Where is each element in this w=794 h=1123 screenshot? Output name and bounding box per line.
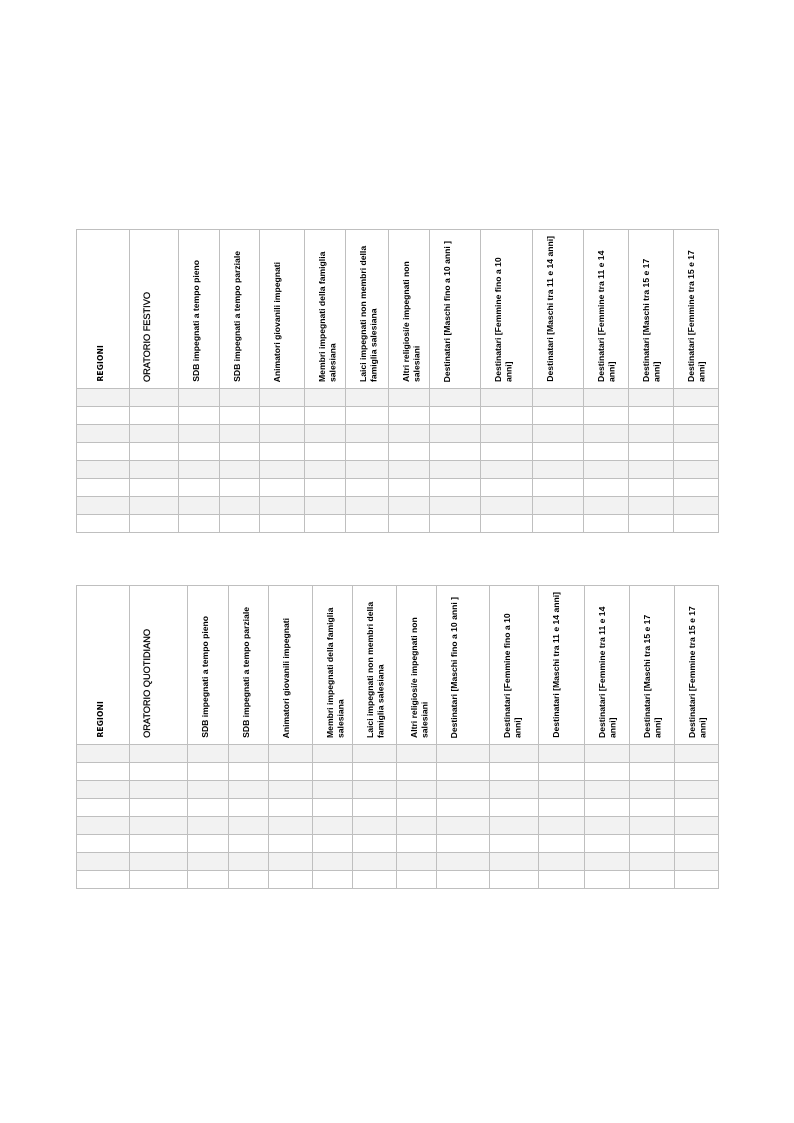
table-cell[interactable]	[585, 745, 630, 763]
column-header: Membri impegnati della famiglia salesiana	[313, 586, 353, 745]
table-row	[77, 763, 719, 781]
table-cell[interactable]	[188, 871, 229, 889]
table-cell[interactable]	[346, 389, 389, 407]
table-cell[interactable]	[313, 781, 353, 799]
table-cell[interactable]	[675, 799, 719, 817]
table-cell[interactable]	[269, 835, 313, 853]
table-cell[interactable]	[353, 817, 397, 835]
oratorio-quotidiano-table	[76, 585, 719, 889]
table-row	[77, 817, 719, 835]
table-cell[interactable]	[260, 515, 305, 533]
table-cell[interactable]	[490, 763, 539, 781]
table-cell[interactable]	[397, 799, 437, 817]
table-cell[interactable]	[430, 479, 481, 497]
table-cell[interactable]	[77, 817, 130, 835]
table-cell[interactable]	[533, 389, 584, 407]
table-cell[interactable]	[430, 443, 481, 461]
table-cell[interactable]	[533, 479, 584, 497]
table-cell[interactable]	[353, 871, 397, 889]
table-cell[interactable]	[77, 871, 130, 889]
table-cell[interactable]	[490, 817, 539, 835]
table-cell[interactable]	[269, 763, 313, 781]
table-cell[interactable]	[77, 461, 130, 479]
table-cell[interactable]	[481, 479, 533, 497]
table-row	[77, 853, 719, 871]
table-cell[interactable]	[179, 425, 220, 443]
table-cell[interactable]	[130, 461, 179, 479]
table-cell[interactable]	[130, 425, 179, 443]
table-cell[interactable]	[630, 763, 675, 781]
table-row	[77, 799, 719, 817]
table-cell[interactable]	[674, 461, 719, 479]
table-cell[interactable]	[353, 799, 397, 817]
table-cell[interactable]	[533, 497, 584, 515]
table-cell[interactable]	[130, 817, 188, 835]
table-cell[interactable]	[220, 443, 260, 461]
column-header: SDB impegnati a tempo parziale	[220, 230, 260, 389]
table-cell[interactable]	[179, 515, 220, 533]
table-cell[interactable]	[674, 497, 719, 515]
table-cell[interactable]	[229, 763, 269, 781]
table-row	[77, 871, 719, 889]
table-cell[interactable]	[188, 763, 229, 781]
table-cell[interactable]	[130, 871, 188, 889]
table-cell[interactable]	[229, 781, 269, 799]
table-cell[interactable]	[346, 515, 389, 533]
table-cell[interactable]	[674, 425, 719, 443]
column-header-regioni: REGIONI	[77, 230, 130, 389]
table-header-row	[77, 586, 719, 745]
table-cell[interactable]	[630, 817, 675, 835]
column-header: Membri impegnati della famiglia salesiana	[305, 230, 346, 389]
table-cell[interactable]	[260, 461, 305, 479]
table-cell[interactable]	[260, 443, 305, 461]
table-cell[interactable]	[313, 817, 353, 835]
table-cell[interactable]	[389, 479, 430, 497]
table-cell[interactable]	[353, 763, 397, 781]
table-cell[interactable]	[179, 497, 220, 515]
column-header-regioni: REGIONI	[77, 586, 130, 745]
table-cell[interactable]	[437, 799, 490, 817]
table-cell[interactable]	[313, 871, 353, 889]
table-cell[interactable]	[389, 461, 430, 479]
table-cell[interactable]	[346, 497, 389, 515]
table-cell[interactable]	[179, 407, 220, 425]
table-cell[interactable]	[389, 443, 430, 461]
table-cell[interactable]	[130, 443, 179, 461]
table-cell[interactable]	[77, 389, 130, 407]
table-cell[interactable]	[490, 871, 539, 889]
column-header: Altri religiosi/e impegnati non salesiani	[397, 586, 437, 745]
table-cell[interactable]	[269, 781, 313, 799]
table-cell[interactable]	[430, 515, 481, 533]
table-cell[interactable]	[674, 389, 719, 407]
table-cell[interactable]	[188, 853, 229, 871]
table-cell[interactable]	[229, 799, 269, 817]
table-row	[77, 425, 719, 443]
table-cell[interactable]	[539, 799, 585, 817]
table-cell[interactable]	[490, 853, 539, 871]
table-cell[interactable]	[353, 781, 397, 799]
table-cell[interactable]	[305, 425, 346, 443]
table-cell[interactable]	[430, 407, 481, 425]
column-header: Destinatari [Femmine fino a 10 anni]	[490, 586, 539, 745]
table-cell[interactable]	[629, 497, 674, 515]
table-cell[interactable]	[220, 461, 260, 479]
table-cell[interactable]	[130, 853, 188, 871]
table-cell[interactable]	[437, 853, 490, 871]
table-cell[interactable]	[179, 443, 220, 461]
table-cell[interactable]	[260, 389, 305, 407]
table-row	[77, 389, 719, 407]
table-cell[interactable]	[229, 871, 269, 889]
table-cell[interactable]	[437, 763, 490, 781]
column-header: Destinatari [Femmine tra 11 e 14 anni]	[584, 230, 629, 389]
table-cell[interactable]	[220, 497, 260, 515]
table-cell[interactable]	[481, 407, 533, 425]
table-cell[interactable]	[130, 799, 188, 817]
table-cell[interactable]	[430, 461, 481, 479]
table-cell[interactable]	[629, 443, 674, 461]
column-header-oratorio: ORATORIO QUOTIDIANO	[130, 586, 188, 745]
column-header: Destinatari [Femmine tra 15 e 17 anni]	[674, 230, 719, 389]
table-cell[interactable]	[130, 407, 179, 425]
table-cell[interactable]	[77, 853, 130, 871]
table-cell[interactable]	[353, 835, 397, 853]
table-cell[interactable]	[675, 817, 719, 835]
table-cell[interactable]	[77, 781, 130, 799]
table-cell[interactable]	[630, 799, 675, 817]
table-cell[interactable]	[77, 479, 130, 497]
table-cell[interactable]	[130, 835, 188, 853]
table-cell[interactable]	[490, 781, 539, 799]
table-cell[interactable]	[77, 407, 130, 425]
table-cell[interactable]	[346, 479, 389, 497]
table-cell[interactable]	[77, 763, 130, 781]
table-row	[77, 479, 719, 497]
table-cell[interactable]	[188, 835, 229, 853]
table-cell[interactable]	[674, 443, 719, 461]
table-cell[interactable]	[430, 497, 481, 515]
table-cell[interactable]	[675, 745, 719, 763]
column-header: Laici impegnati non membri della famiglia salesiana	[353, 586, 397, 745]
table-cell[interactable]	[430, 425, 481, 443]
table-cell[interactable]	[539, 853, 585, 871]
table-cell[interactable]	[260, 425, 305, 443]
table-cell[interactable]	[584, 425, 629, 443]
table-cell[interactable]	[585, 853, 630, 871]
table-cell[interactable]	[675, 853, 719, 871]
column-header: Animatori giovanili impegnati	[260, 230, 305, 389]
table-cell[interactable]	[188, 745, 229, 763]
table-cell[interactable]	[629, 479, 674, 497]
table-cell[interactable]	[220, 389, 260, 407]
table-cell[interactable]	[630, 835, 675, 853]
column-header: Destinatari [Maschi tra 11 e 14 anni]	[539, 586, 585, 745]
table-cell[interactable]	[260, 407, 305, 425]
table-cell[interactable]	[629, 515, 674, 533]
table-cell[interactable]	[389, 515, 430, 533]
table-cell[interactable]	[539, 817, 585, 835]
column-header: Animatori giovanili impegnati	[269, 586, 313, 745]
table-cell[interactable]	[430, 389, 481, 407]
table-cell[interactable]	[353, 745, 397, 763]
table-cell[interactable]	[539, 835, 585, 853]
table-cell[interactable]	[397, 763, 437, 781]
table-cell[interactable]	[269, 853, 313, 871]
table-cell[interactable]	[437, 871, 490, 889]
table-cell[interactable]	[313, 799, 353, 817]
table-cell[interactable]	[629, 461, 674, 479]
table-cell[interactable]	[481, 515, 533, 533]
table-cell[interactable]	[269, 817, 313, 835]
table-cell[interactable]	[269, 871, 313, 889]
table-cell[interactable]	[269, 799, 313, 817]
table-cell[interactable]	[188, 781, 229, 799]
table-cell[interactable]	[269, 745, 313, 763]
table-cell[interactable]	[220, 479, 260, 497]
table-cell[interactable]	[397, 817, 437, 835]
table-cell[interactable]	[130, 515, 179, 533]
table-cell[interactable]	[305, 443, 346, 461]
table-cell[interactable]	[539, 745, 585, 763]
table-cell[interactable]	[260, 497, 305, 515]
table-row	[77, 497, 719, 515]
table-header-row	[77, 230, 719, 389]
table-cell[interactable]	[397, 835, 437, 853]
column-header: SDB impegnati a tempo pieno	[179, 230, 220, 389]
table-row	[77, 443, 719, 461]
table-cell[interactable]	[675, 763, 719, 781]
table-cell[interactable]	[533, 443, 584, 461]
table-cell[interactable]	[585, 781, 630, 799]
table-cell[interactable]	[437, 745, 490, 763]
table-cell[interactable]	[539, 763, 585, 781]
table-cell[interactable]	[313, 835, 353, 853]
table-cell[interactable]	[490, 799, 539, 817]
table-cell[interactable]	[397, 745, 437, 763]
table-cell[interactable]	[630, 871, 675, 889]
oratorio-festivo-table	[76, 229, 719, 533]
table-cell[interactable]	[630, 745, 675, 763]
table-cell[interactable]	[305, 497, 346, 515]
table-cell[interactable]	[229, 817, 269, 835]
table-cell[interactable]	[584, 443, 629, 461]
column-header: Destinatari [Maschi tra 15 e 17 anni]	[630, 586, 675, 745]
table-cell[interactable]	[188, 817, 229, 835]
table-cell[interactable]	[77, 835, 130, 853]
table-cell[interactable]	[130, 781, 188, 799]
table-cell[interactable]	[481, 497, 533, 515]
table-cell[interactable]	[313, 853, 353, 871]
table-cell[interactable]	[630, 853, 675, 871]
table-cell[interactable]	[585, 763, 630, 781]
table-row	[77, 745, 719, 763]
table-cell[interactable]	[229, 745, 269, 763]
table-cell[interactable]	[305, 389, 346, 407]
table-cell[interactable]	[584, 407, 629, 425]
table-cell[interactable]	[305, 407, 346, 425]
column-header: Altri religiosi/e impegnati non salesiani	[389, 230, 430, 389]
table-cell[interactable]	[260, 479, 305, 497]
table-row	[77, 461, 719, 479]
table-cell[interactable]	[437, 817, 490, 835]
table-cell[interactable]	[584, 479, 629, 497]
table-cell[interactable]	[533, 461, 584, 479]
table-cell[interactable]	[539, 871, 585, 889]
table-cell[interactable]	[490, 835, 539, 853]
table-cell[interactable]	[437, 781, 490, 799]
table-cell[interactable]	[675, 871, 719, 889]
table-row	[77, 407, 719, 425]
table-cell[interactable]	[397, 871, 437, 889]
table-cell[interactable]	[220, 407, 260, 425]
table-cell[interactable]	[481, 461, 533, 479]
table-cell[interactable]	[584, 389, 629, 407]
table-cell[interactable]	[585, 835, 630, 853]
table-cell[interactable]	[389, 497, 430, 515]
table-cell[interactable]	[313, 745, 353, 763]
table-cell[interactable]	[674, 515, 719, 533]
table-cell[interactable]	[585, 817, 630, 835]
table-row	[77, 781, 719, 799]
column-header: Destinatari [Femmine tra 15 e 17 anni]	[675, 586, 719, 745]
table-cell[interactable]	[188, 799, 229, 817]
column-header: Laici impegnati non membri della famiglia salesiana	[346, 230, 389, 389]
table-cell[interactable]	[675, 781, 719, 799]
table-cell[interactable]	[481, 443, 533, 461]
column-header: Destinatari [Maschi tra 15 e 17 anni]	[629, 230, 674, 389]
table-cell[interactable]	[130, 763, 188, 781]
column-header: SDB impegnati a tempo pieno	[188, 586, 229, 745]
table-cell[interactable]	[229, 835, 269, 853]
table-cell[interactable]	[130, 389, 179, 407]
table-cell[interactable]	[629, 425, 674, 443]
column-header: Destinatari [Maschi fino a 10 anni ]	[437, 586, 490, 745]
table-cell[interactable]	[130, 745, 188, 763]
column-header: Destinatari [Femmine tra 11 e 14 anni]	[585, 586, 630, 745]
table-cell[interactable]	[585, 799, 630, 817]
table-cell[interactable]	[220, 425, 260, 443]
table-cell[interactable]	[584, 461, 629, 479]
table-cell[interactable]	[305, 515, 346, 533]
table-cell[interactable]	[77, 497, 130, 515]
table-cell[interactable]	[437, 835, 490, 853]
table-cell[interactable]	[481, 425, 533, 443]
table-cell[interactable]	[77, 425, 130, 443]
column-header-oratorio: ORATORIO FESTIVO	[130, 230, 179, 389]
table-cell[interactable]	[539, 781, 585, 799]
column-header: SDB impegnati a tempo parziale	[229, 586, 269, 745]
table-cell[interactable]	[130, 479, 179, 497]
table-cell[interactable]	[353, 853, 397, 871]
table-cell[interactable]	[229, 853, 269, 871]
table-cell[interactable]	[179, 479, 220, 497]
table-cell[interactable]	[77, 515, 130, 533]
table-cell[interactable]	[584, 497, 629, 515]
table-cell[interactable]	[305, 461, 346, 479]
table-cell[interactable]	[533, 425, 584, 443]
table-cell[interactable]	[389, 407, 430, 425]
table-row	[77, 835, 719, 853]
table-cell[interactable]	[397, 853, 437, 871]
table-cell[interactable]	[389, 425, 430, 443]
table-cell[interactable]	[584, 515, 629, 533]
table-cell[interactable]	[630, 781, 675, 799]
table-cell[interactable]	[346, 407, 389, 425]
table-cell[interactable]	[481, 389, 533, 407]
table-cell[interactable]	[346, 443, 389, 461]
column-header: Destinatari [Femmine fino a 10 anni]	[481, 230, 533, 389]
table-cell[interactable]	[313, 763, 353, 781]
column-header: Destinatari [Maschi tra 11 e 14 anni]	[533, 230, 584, 389]
table-row	[77, 515, 719, 533]
table-cell[interactable]	[77, 443, 130, 461]
table-cell[interactable]	[179, 389, 220, 407]
table-cell[interactable]	[674, 479, 719, 497]
table-cell[interactable]	[674, 407, 719, 425]
column-header: Destinatari [Maschi fino a 10 anni ]	[430, 230, 481, 389]
table-cell[interactable]	[585, 871, 630, 889]
table-cell[interactable]	[305, 479, 346, 497]
table-cell[interactable]	[130, 497, 179, 515]
table-cell[interactable]	[490, 745, 539, 763]
table-cell[interactable]	[179, 461, 220, 479]
table-cell[interactable]	[397, 781, 437, 799]
table-cell[interactable]	[629, 407, 674, 425]
table-cell[interactable]	[533, 515, 584, 533]
table-cell[interactable]	[629, 389, 674, 407]
table-cell[interactable]	[346, 425, 389, 443]
table-cell[interactable]	[675, 835, 719, 853]
table-cell[interactable]	[389, 389, 430, 407]
table-cell[interactable]	[346, 461, 389, 479]
table-cell[interactable]	[533, 407, 584, 425]
table-cell[interactable]	[77, 799, 130, 817]
table-cell[interactable]	[220, 515, 260, 533]
table-cell[interactable]	[77, 745, 130, 763]
